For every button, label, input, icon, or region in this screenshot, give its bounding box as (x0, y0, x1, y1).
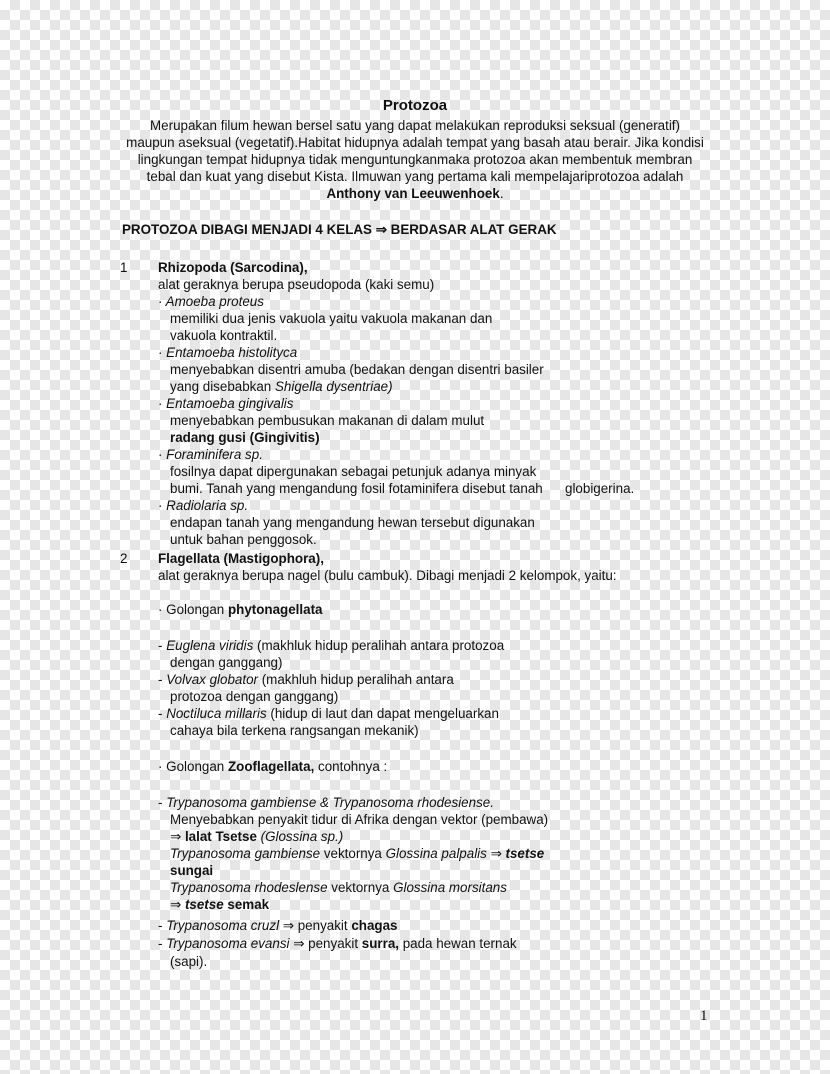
example-euglena: - Euglena viridis (makhluk hidup peralihah antara protozoa (158, 638, 505, 653)
group-zooflagellata: · Golongan Zooflagellata, contohnya : (158, 759, 388, 774)
species-foraminifera: · Foraminifera sp. (158, 447, 263, 462)
example-noctiluca-l2: cahaya bila terkena rangsangan mekanik) (170, 723, 419, 738)
classification-heading: PROTOZOA DIBAGI MENJADI 4 KELAS ⇒ BERDASAR ALAT GERAK (122, 222, 557, 237)
page-number: 1 (700, 1008, 708, 1024)
group-phytonagellata: · Golongan phytonagellata (158, 602, 323, 617)
section-1-number: 1 (120, 260, 128, 275)
trypanosoma-l6: Trypanosoma rhodeslense vektornya Glossina morsitans (170, 880, 507, 895)
intro-line-4: tebal dan kuat yang disebut Kista. Ilmuwan yang pertama kali mempelajariprotozoa adalah (146, 169, 684, 184)
intro-line-1: Merupakan filum hewan bersel satu yang dapat melakukan reproduksi seksual (generatif) (150, 118, 680, 133)
page-title: Protozoa (382, 97, 448, 114)
intro-line-3: lingkungan tempat hidupnya tidak menguntungkanmaka protozoa akan membentuk membran (137, 152, 693, 167)
species-histolityca-l1: menyebabkan disentri amuba (bedakan dengan disentri basiler (170, 362, 544, 377)
trypanosoma-l2: Menyebabkan penyakit tidur di Afrika dengan vektor (pembawa) (170, 812, 549, 827)
example-trypanosoma-gambiense: - Trypanosoma gambiense & Trypanosoma rhodesiense. (158, 795, 494, 810)
example-euglena-l2: dengan ganggang) (170, 655, 283, 670)
example-volvax-l2: protozoa dengan ganggang) (170, 689, 339, 704)
intro-line-2: maupun aseksual (vegetatif).Habitat hidupnya adalah tempat yang basah atau berair. Jika kondisi (126, 135, 704, 150)
species-foraminifera-l2-end: globigerina. (565, 481, 635, 496)
species-entamoeba-histolityca: · Entamoeba histolityca (158, 345, 298, 360)
example-noctiluca: - Noctiluca millaris (hidup di laut dan dapat mengeluarkan (158, 706, 499, 721)
species-amoeba-l1: memiliki dua jenis vakuola yaitu vakuola makanan dan (170, 311, 493, 326)
species-foraminifera-l1: fosilnya dapat dipergunakan sebagai petunjuk adanya minyak (170, 464, 537, 479)
trypanosoma-evansi-l2: (sapi). (170, 954, 208, 969)
species-foraminifera-l2: bumi. Tanah yang mengandung fosil fotaminifera disebut tanah (170, 481, 543, 496)
section-2-number: 2 (120, 551, 128, 566)
trypanosoma-l4: Trypanosoma gambiense vektornya Glossina palpalis ⇒ tsetse (170, 846, 545, 861)
section-1-desc: alat geraknya berupa pseudopoda (kaki semu) (158, 277, 435, 292)
species-gingivalis-l1: menyebabkan pembusukan makanan di dalam mulut (170, 413, 485, 428)
example-trypanosoma-cruzl: - Trypanosoma cruzl ⇒ penyakit chagas (158, 918, 398, 933)
section-2-desc: alat geraknya berupa nagel (bulu cambuk). Dibagi menjadi 2 kelompok, yaitu: (158, 568, 617, 583)
species-amoeba-l2: vakuola kontraktil. (170, 328, 278, 343)
species-radiolaria: · Radiolaria sp. (158, 498, 249, 513)
trypanosoma-l3: ⇒ lalat Tsetse (Glossina sp.) (170, 829, 344, 844)
discoverer-name: Anthony van Leeuwenhoek (326, 186, 500, 201)
species-histolityca-l2: yang disebabkan Shigella dysentriae) (170, 379, 393, 394)
species-gingivalis-l2: radang gusi (Gingivitis) (170, 430, 320, 445)
species-entamoeba-gingivalis: · Entamoeba gingivalis (158, 396, 294, 411)
section-1-name: Rhizopoda (Sarcodina), (158, 260, 308, 275)
species-radiolaria-l1: endapan tanah yang mengandung hewan tersebut digunakan (170, 515, 535, 530)
trypanosoma-l5: sungai (170, 863, 214, 878)
example-volvax: - Volvax globator (makhluh hidup peralihah antara (158, 672, 454, 687)
section-2-name: Flagellata (Mastigophora), (158, 551, 324, 566)
species-radiolaria-l2: untuk bahan penggosok. (170, 532, 317, 547)
trypanosoma-l7: ⇒ tsetse semak (170, 897, 270, 912)
species-amoeba: · Amoeba proteus (158, 294, 264, 309)
example-trypanosoma-evansi: - Trypanosoma evansi ⇒ penyakit surra, pada hewan ternak (158, 936, 517, 951)
intro-line-5: Anthony van Leeuwenhoek. (326, 186, 504, 201)
